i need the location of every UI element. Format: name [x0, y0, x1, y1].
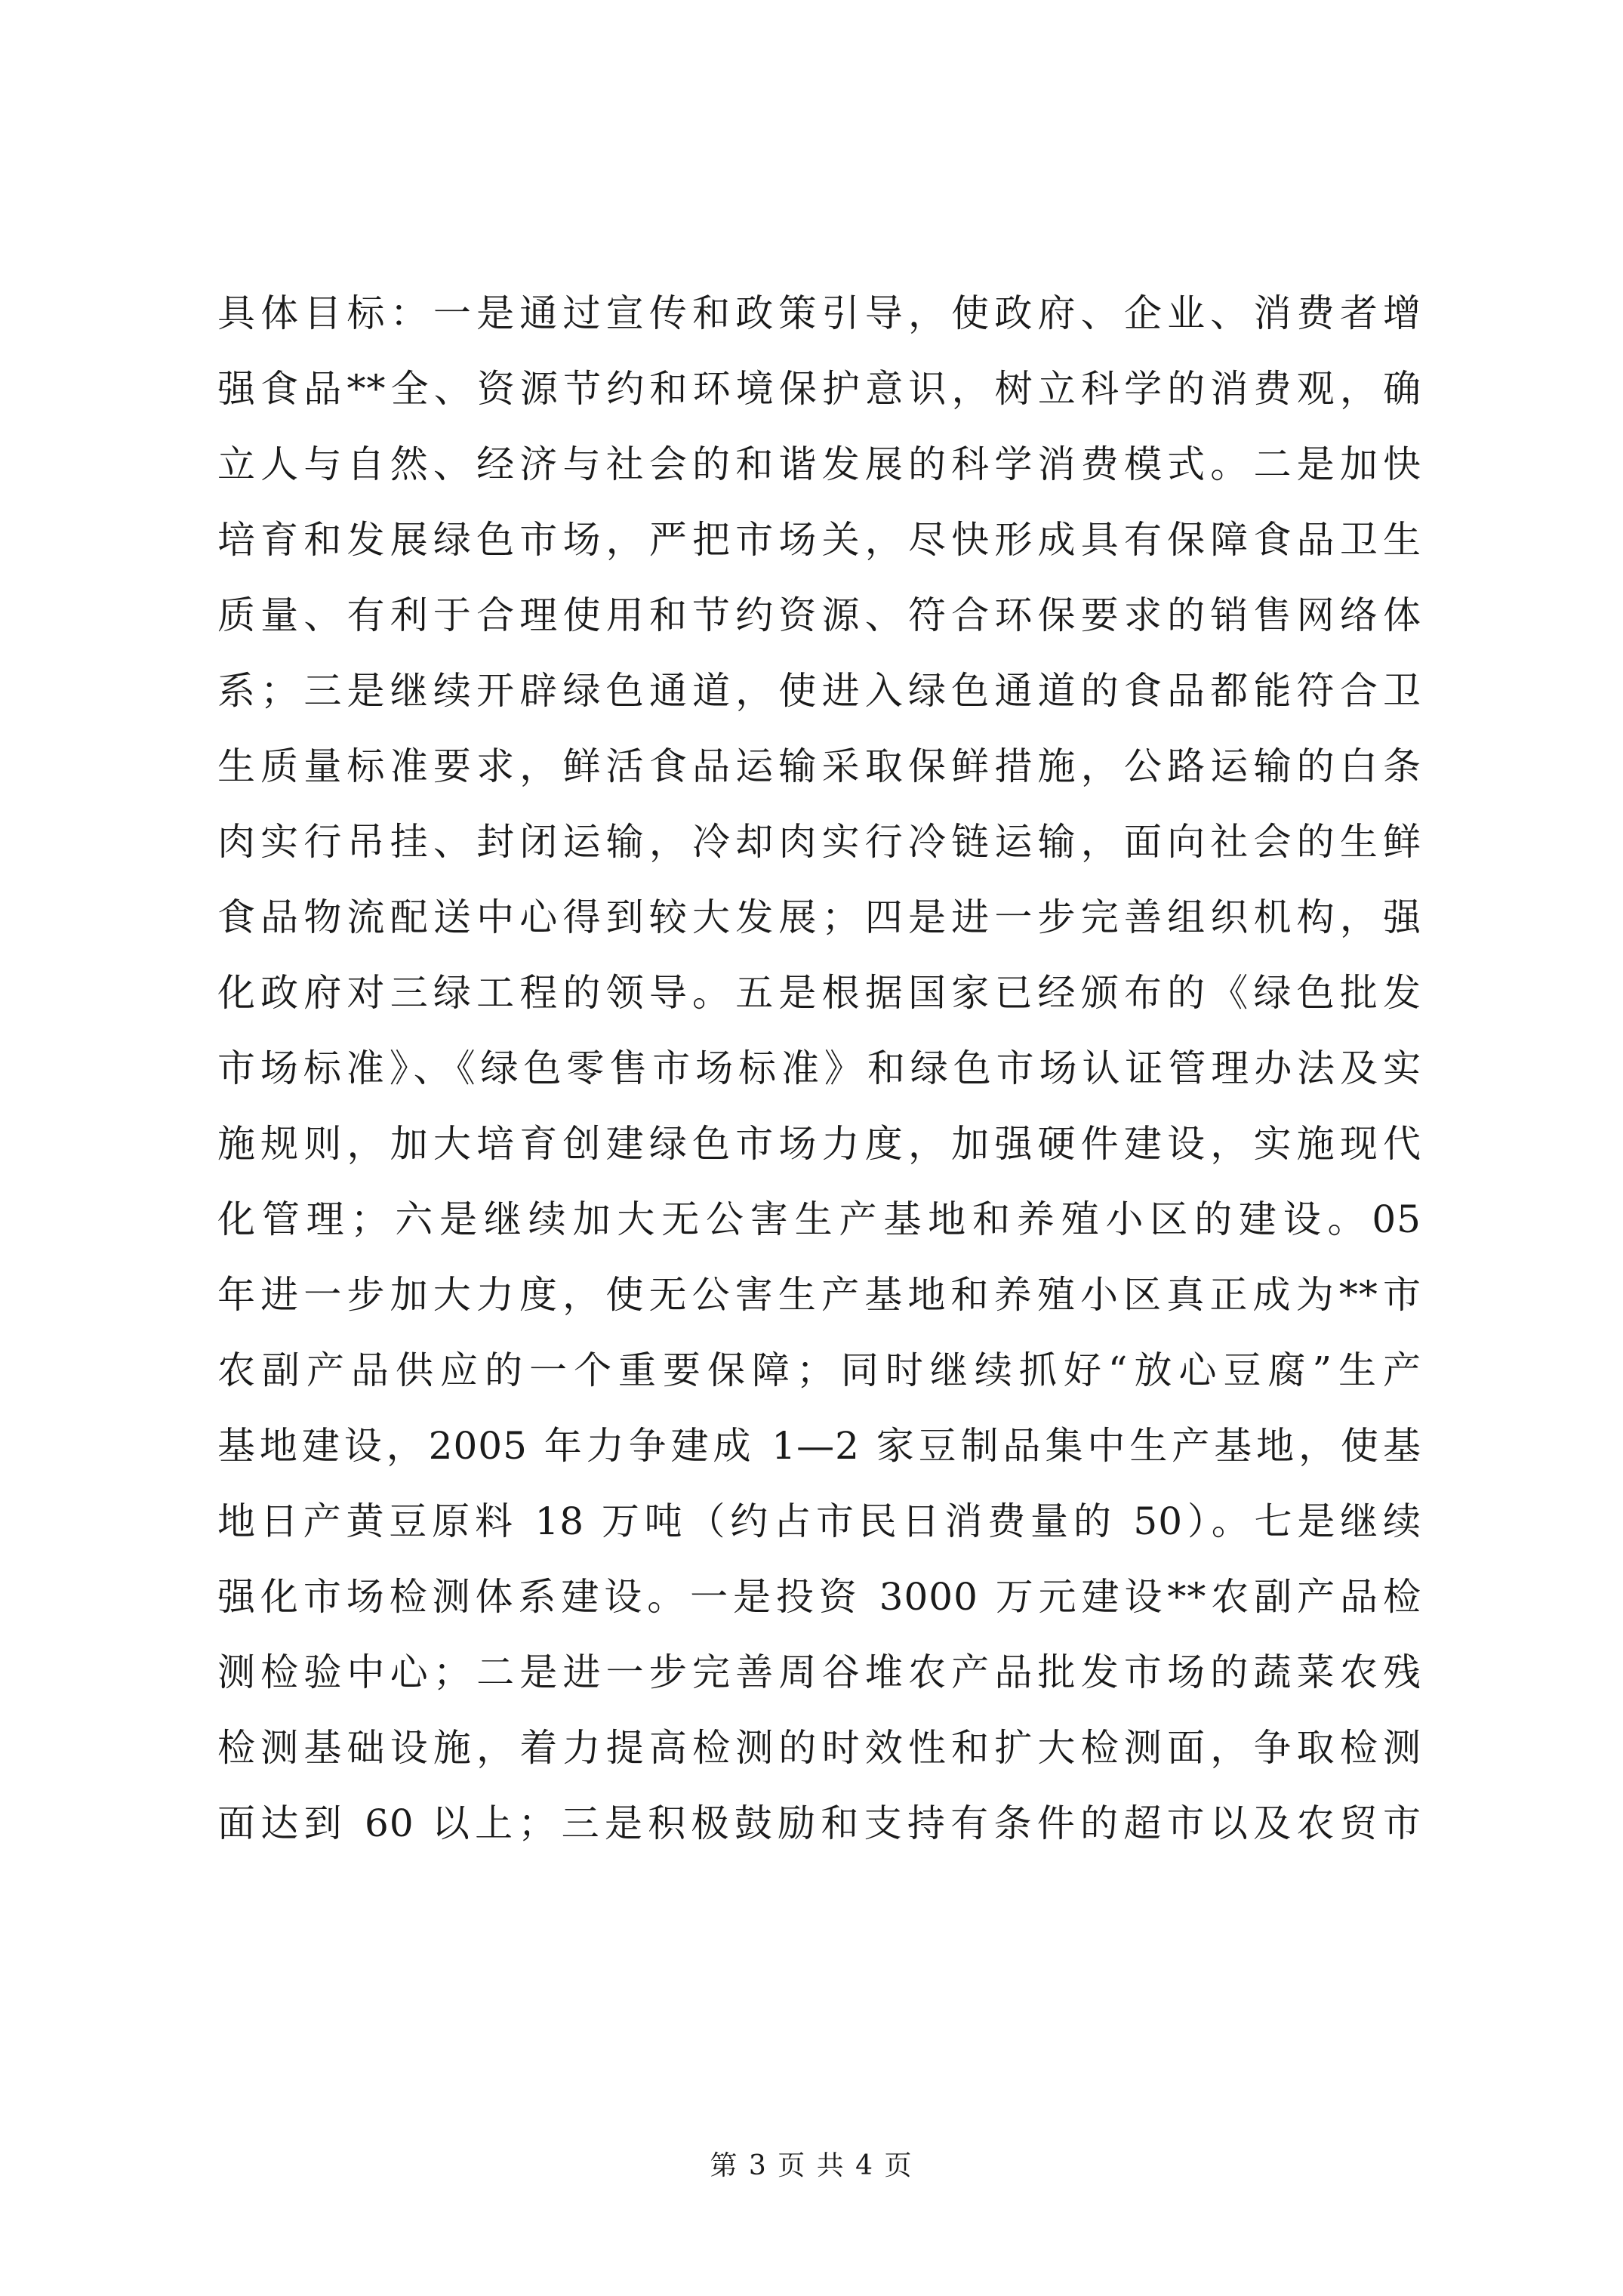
text-line: 检测基础设施，着力提高检测的时效性和扩大检测面，争取检测 — [217, 1726, 1421, 1770]
text-line: 强化市场检测体系建设。一是投资 3000 万元建设**农副产品检 — [217, 1575, 1421, 1619]
text-line: 肉实行吊挂、封闭运输，冷却肉实行冷链运输，面向社会的生鲜 — [217, 820, 1421, 864]
text-line: 施规则，加大培育创建绿色市场力度，加强硬件建设，实施现代 — [217, 1122, 1421, 1166]
text-line: 食品物流配送中心得到较大发展；四是进一步完善组织机构，强 — [217, 895, 1421, 939]
text-line: 测检验中心；二是进一步完善周谷堆农产品批发市场的蔬菜农残 — [217, 1650, 1421, 1694]
text-line: 农副产品供应的一个重要保障；同时继续抓好“放心豆腐”生产 — [217, 1348, 1421, 1392]
text-line: 市场标准》、《绿色零售市场标准》和绿色市场认证管理办法及实 — [217, 1046, 1421, 1090]
body-text — [217, 276, 1421, 1861]
text-line: 立人与自然、经济与社会的和谐发展的科学消费模式。二是加快 — [217, 442, 1421, 486]
text-line: 培育和发展绿色市场，严把市场关，尽快形成具有保障食品卫生 — [217, 518, 1421, 562]
text-line: 年进一步加大力度，使无公害生产基地和养殖小区真正成为**市 — [217, 1273, 1421, 1317]
text-line: 强食品**全、资源节约和环境保护意识，树立科学的消费观，确 — [217, 367, 1421, 411]
text-line: 面达到 60 以上；三是积极鼓励和支持有条件的超市以及农贸市 — [217, 1801, 1421, 1845]
page-number-footer: 第 3 页 共 4 页 — [710, 2150, 913, 2181]
text-line: 系；三是继续开辟绿色通道，使进入绿色通道的食品都能符合卫 — [217, 669, 1421, 713]
text-line: 基地建设，2005 年力争建成 1—2 家豆制品集中生产基地，使基 — [217, 1424, 1421, 1468]
text-line: 质量、有利于合理使用和节约资源、符合环保要求的销售网络体 — [217, 593, 1421, 637]
text-line: 化政府对三绿工程的领导。五是根据国家已经颁布的《绿色批发 — [217, 971, 1421, 1015]
text-line: 生质量标准要求，鲜活食品运输采取保鲜措施，公路运输的白条 — [217, 744, 1421, 788]
text-line: 化管理；六是继续加大无公害生产基地和养殖小区的建设。05 — [217, 1197, 1421, 1241]
text-line: 地日产黄豆原料 18 万吨（约占市民日消费量的 50）。七是继续 — [217, 1499, 1421, 1543]
text-line: 具体目标：一是通过宣传和政策引导，使政府、企业、消费者增 — [217, 291, 1421, 335]
